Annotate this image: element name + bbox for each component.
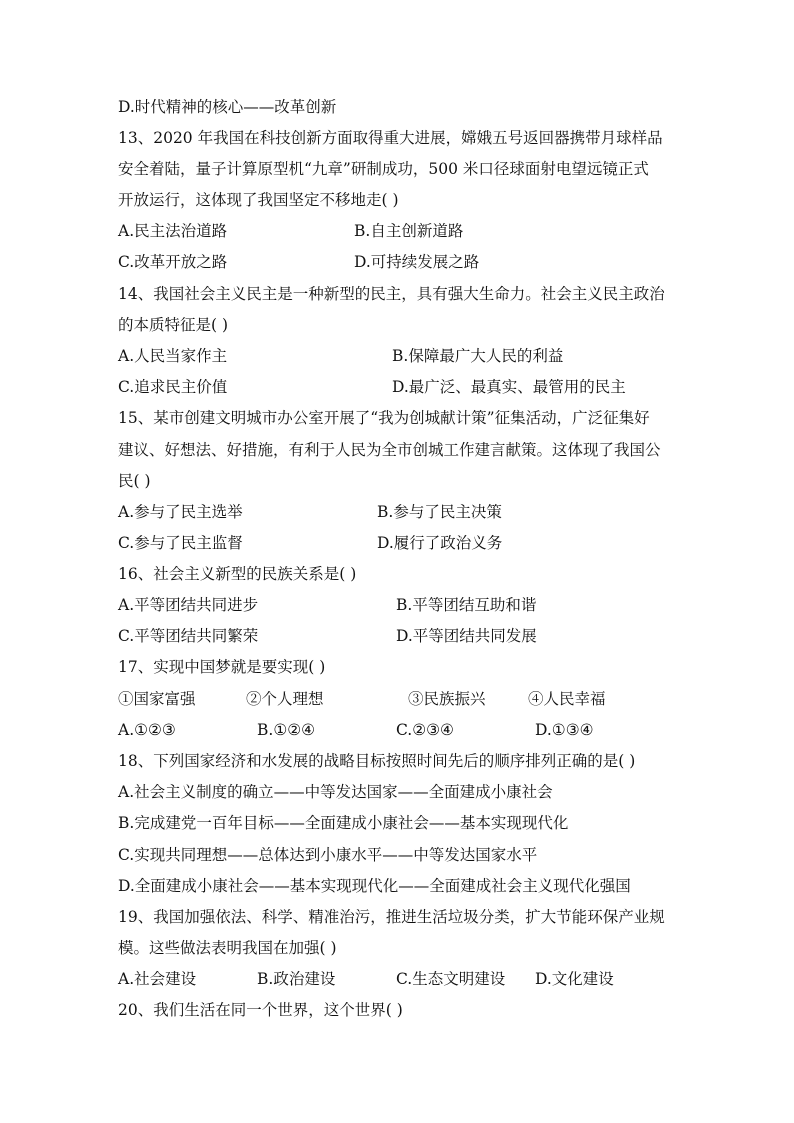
question-14-option-d: D.最广泛、最真实、最管用的民主	[392, 378, 626, 396]
question-14-text: 的本质特征是( )	[118, 316, 229, 334]
question-17-option-d: D.①③④	[535, 721, 594, 739]
question-15-text: 建议、好想法、好措施，有利于人民为全市创城工作建言献策。这体现了我国公	[118, 441, 661, 459]
question-18-option-a: A.社会主义制度的确立——中等发达国家——全面建成小康社会	[118, 783, 553, 801]
question-14-option-c: C.追求民主价值	[118, 378, 228, 396]
question-19-text: 19、我国加强依法、科学、精准治污，推进生活垃圾分类，扩大节能环保产业规	[118, 908, 665, 926]
option-line: D.时代精神的核心——改革创新	[118, 98, 337, 116]
question-17-item: ③民族振兴	[408, 690, 486, 708]
question-15-option-d: D.履行了政治义务	[377, 534, 503, 552]
question-14-text: 14、我国社会主义民主是一种新型的民主，具有强大生命力。社会主义民主政治	[118, 285, 665, 303]
question-13-option-b: B.自主创新道路	[354, 222, 464, 240]
question-17-text: 17、实现中国梦就是要实现( )	[118, 658, 326, 676]
question-18-text: 18、下列国家经济和水发展的战略目标按照时间先后的顺序排列正确的是( )	[118, 752, 636, 770]
question-14-option-b: B.保障最广大人民的利益	[392, 347, 564, 365]
question-13-text: 安全着陆，量子计算原型机“九章”研制成功，500 米口径球面射电望远镜正式	[118, 160, 649, 178]
question-14-option-a: A.人民当家作主	[118, 347, 228, 365]
question-13-option-c: C.改革开放之路	[118, 253, 228, 271]
question-17-option-c: C.②③④	[396, 721, 454, 739]
question-17-option-a: A.①②③	[118, 721, 176, 739]
question-17-option-b: B.①②④	[257, 721, 316, 739]
question-15-text: 民( )	[118, 472, 151, 490]
question-18-option-c: C.实现共同理想——总体达到小康水平——中等发达国家水平	[118, 846, 538, 864]
question-16-text: 16、社会主义新型的民族关系是( )	[118, 565, 357, 583]
question-18-option-d: D.全面建成小康社会——基本实现现代化——全面建成社会主义现代化强国	[118, 877, 631, 895]
question-13-text: 13、2020 年我国在科技创新方面取得重大进展，嫦娥五号返回器携带月球样品	[118, 129, 663, 147]
question-16-option-a: A.平等团结共同进步	[118, 596, 259, 614]
question-13-option-d: D.可持续发展之路	[354, 253, 480, 271]
question-19-text: 模。这些做法表明我国在加强( )	[118, 939, 337, 957]
question-13-text: 开放运行，这体现了我国坚定不移地走( )	[118, 191, 399, 209]
question-15-text: 15、某市创建文明城市办公室开展了“我为创城献计策”征集活动，广泛征集好	[118, 409, 650, 427]
question-20-text: 20、我们生活在同一个世界，这个世界( )	[118, 1001, 403, 1019]
question-17-item: ④人民幸福	[528, 690, 606, 708]
question-16-option-b: B.平等团结互助和谐	[396, 596, 537, 614]
question-18-option-b: B.完成建党一百年目标——全面建成小康社会——基本实现现代化	[118, 814, 569, 832]
question-13-option-a: A.民主法治道路	[118, 222, 228, 240]
question-16-option-d: D.平等团结共同发展	[396, 627, 537, 645]
question-19-option-b: B.政治建设	[257, 970, 336, 988]
question-16-option-c: C.平等团结共同繁荣	[118, 627, 259, 645]
question-17-item: ②个人理想	[246, 690, 324, 708]
question-15-option-c: C.参与了民主监督	[118, 534, 243, 552]
question-19-option-d: D.文化建设	[535, 970, 614, 988]
question-17-item: ①国家富强	[118, 690, 196, 708]
question-15-option-a: A.参与了民主选举	[118, 503, 243, 521]
question-19-option-a: A.社会建设	[118, 970, 197, 988]
question-15-option-b: B.参与了民主决策	[377, 503, 502, 521]
question-19-option-c: C.生态文明建设	[396, 970, 506, 988]
